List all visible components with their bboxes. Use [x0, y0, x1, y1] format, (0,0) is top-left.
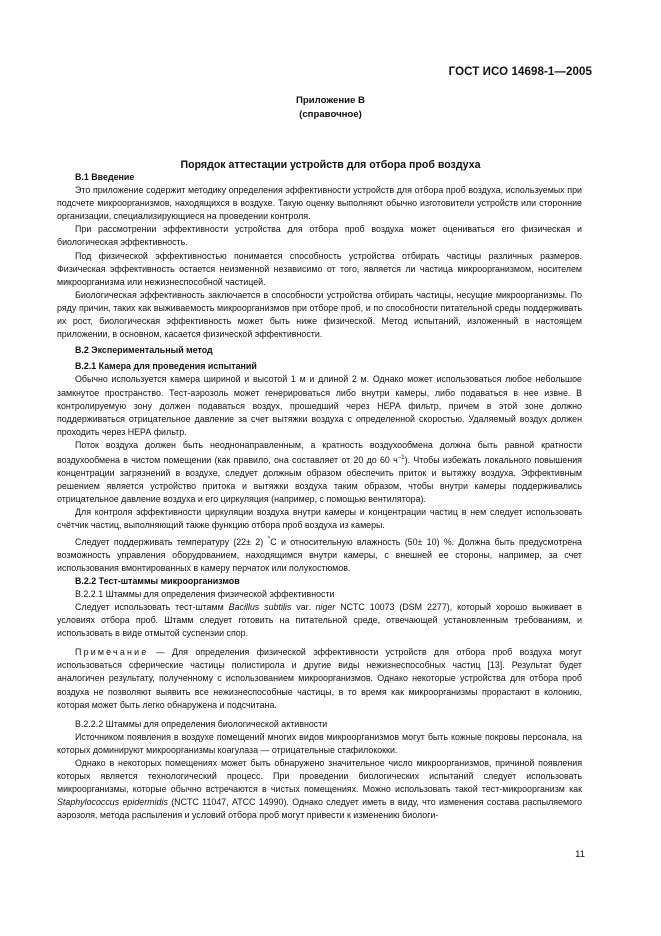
paragraph: Биологическая эффективность заключается в способности устройства отбирать частицы, несущие микроорганизмы. По ряду причин, таких как выживаемость микроорганизмов при отборе проб, и по способности питательной среды поддерживать их рост, биологическая эффективность может быть ниже физической. Метод испытаний, изложенный в настоящем приложении, в основном, касается физической эффективности.	[57, 289, 582, 340]
annex-heading	[0, 94, 661, 122]
paragraph	[57, 533, 582, 575]
section-heading-b221: В.2.2.1 Штаммы для определения физической эффективности	[75, 588, 335, 599]
text-run: Следует использовать тест-штамм	[75, 601, 229, 612]
text-run: Однако в некоторых помещениях может быть обнаружено значительное число микроорганизмов, причиной появления которых является технологический процесс. При проведении биологических испытаний следует использовать микроорганизмы, которые обычно встречаются в чистых помещениях. Можно использовать такой тест-микроорганизм как	[57, 757, 582, 795]
note-label: Примечание	[75, 647, 149, 658]
text-run: Следует поддерживать температуру (22± 2)	[75, 536, 268, 547]
page-title: Порядок аттестации устройств для отбора проб воздуха	[180, 159, 481, 171]
paragraph: Это приложение содержит методику определения эффективности устройств для отбора проб воздуха, используемых при подсчете микроорганизмов, находящихся в воздухе. Такую оценку выполняют обычно изготовители устройств или сторонние организации, специализирующиеся на проведении контроля.	[57, 185, 582, 222]
variety-name: niger	[315, 601, 336, 612]
paragraph	[57, 601, 582, 640]
section-heading-b21: В.2.1 Камера для проведения испытаний	[75, 361, 257, 372]
text-run: Поток воздуха должен быть неоднонаправленным, а кратность воздухообмена должна быть равной кратности воздухообмена в чистом помещении (как правило, она составляет от 20 до 60 ч	[57, 439, 582, 465]
section-heading-b2: В.2 Экспериментальный метод	[75, 345, 213, 356]
degree-sign: °	[267, 535, 271, 543]
text-run: var.	[291, 601, 316, 612]
note-paragraph	[57, 646, 582, 711]
annex-label: Приложение В	[296, 95, 365, 106]
document-body	[57, 171, 582, 822]
text-run: NCTC 10073 (DSM 2277), который хорошо выживает в условиях отбора проб. Штамм следует готовить на питательной среде, отвечающей установленным требованиям, и использовать в виде отмытой суспензии спор.	[57, 601, 582, 639]
section-heading-b22: В.2.2 Тест-штаммы микроорганизмов	[75, 575, 240, 586]
paragraph	[57, 439, 582, 506]
paragraph: Под физической эффективностью понимается способность устройства отбирать частицы различных размеров. Физическая эффективность остается неизменной независимо от того, является ли частица микроорганизмом, носителем микроорганизма или нежизнеспособной частицей.	[57, 250, 582, 287]
note-text: — Для определения физической эффективности устройств для отбора проб воздуха могут использоваться сферические частицы полистирола и другие виды нежизнеспособных частиц [13]. Результат будет аналогичен результату, полученному с использованием микроорганизмов. Однако некоторые устройства для отбора проб воздуха не позволяют выявить все нежизнеспособные частицы, в то время как микроорганизмы прорастают в колонию, которая может быть легко обнаружена и подсчитана.	[57, 647, 582, 710]
paragraph: Обычно используется камера шириной и высотой 1 м и длиной 2 м. Однако может использоваться любое небольшое замкнутое пространство. Тест-аэрозоль может генерироваться либо внутри камеры, либо подаваться в нее извне. В контролируемую зону должен подаваться воздух, прошедший через НЕРА фильтр, причем в этой зоне должно поддерживаться отрицательное давление за счет вытяжки воздуха с определенной скоростью. Удаляемый воздух должен проходить через НЕРА фильтр.	[57, 374, 582, 437]
standard-code: ГОСТ ИСО 14698-1—2005	[448, 66, 592, 78]
paragraph	[57, 757, 582, 822]
superscript: −1	[397, 454, 405, 461]
text-run: С и относительную влажность (50± 10) %. Должна быть предусмотрена возможность управления оборудованием, находящимся внутри камеры, с внешней ее стороны, например, за счет использования вмонтированных в камеру перчаток или полукостюмов.	[57, 536, 582, 573]
species-name: Bacillus subtilis	[228, 601, 292, 612]
section-heading-b1: В.1 Введение	[75, 172, 135, 182]
paragraph: Для контроля эффективности циркуляции воздуха внутри камеры и концентрации частиц в нем следует использовать счётчик частиц, выполняющий также функцию отбора проб воздуха из камеры.	[57, 507, 582, 531]
paragraph: При рассмотрении эффективности устройства для отбора проб воздуха может оцениваться его физическая и биологическая эффективность.	[57, 224, 582, 248]
page-number: 11	[575, 849, 585, 860]
species-name: Staphylococcus epidermidis	[57, 797, 168, 808]
text-run: ). Чтобы избежать локального повышения концентрации загрязнений в воздухе, следует должным образом обеспечить приток и вытяжку воздуха. Эффективным решением является устройство притока и вытяжки воздуха таким образом, чтобы внутри камеры поддерживались отрицательное давление воздуха и его циркуляция (например, с помощью вентилятора).	[57, 454, 582, 505]
text-run: (NCTC 11047, АТСС 14990). Однако следует иметь в виду, что изменения состава распыляемого аэрозоля, метода распыления и условий отбора проб могут привести к изменению биологи-	[57, 797, 583, 821]
annex-kind: (справочное)	[299, 109, 362, 120]
section-heading-b222: В.2.2.2 Штаммы для определения биологической активности	[75, 718, 328, 729]
paragraph: Источником появления в воздухе помещений многих видов микроорганизмов могут быть кожные покровы персонала, на которых доминируют микроорганизмы коагулаза — отрицательные стафилококки.	[57, 731, 582, 755]
